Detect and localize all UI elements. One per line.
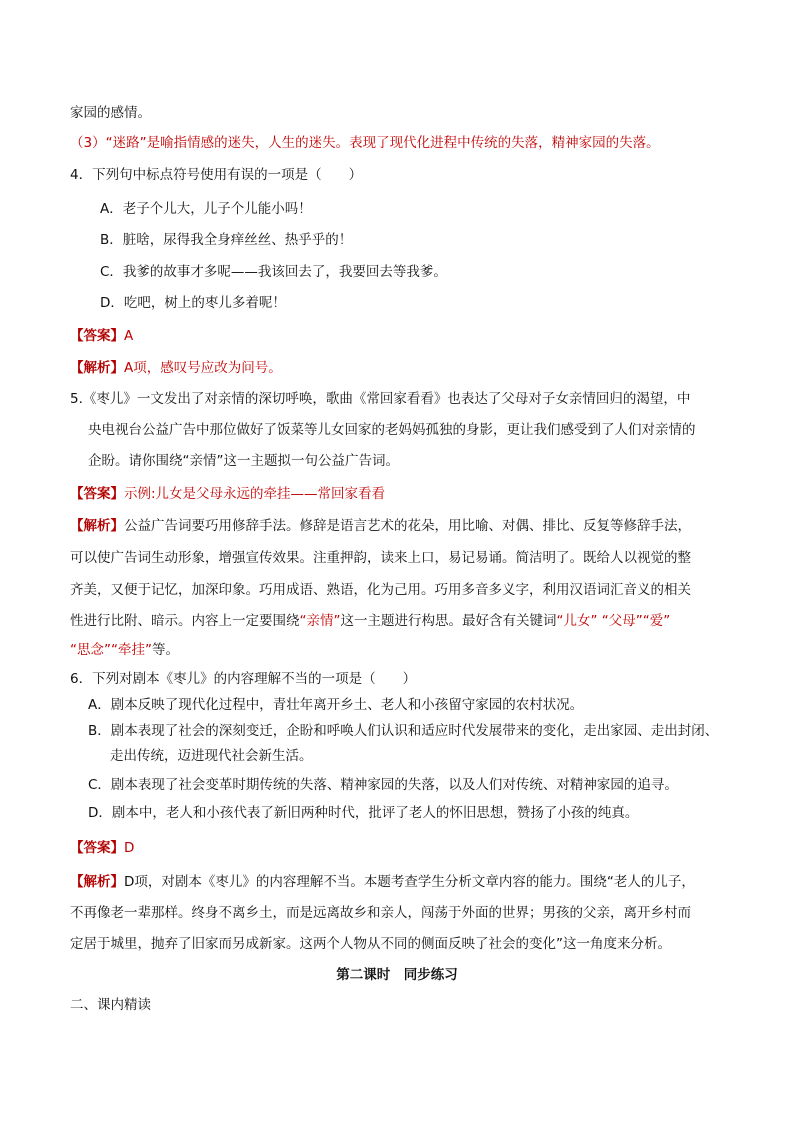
question-6-stem: 6．下列对剧本《枣儿》的内容理解不当的一项是（ ） xyxy=(70,671,417,687)
answer-tag: 【答案】 xyxy=(70,840,124,856)
question-5-analysis-line-5 xyxy=(70,641,179,659)
question-6-analysis-line-1 xyxy=(70,873,695,891)
keyword: “牵挂” xyxy=(111,642,152,658)
answer-note-3: （3）“迷路”是喻指情感的迷失，人生的迷失。表现了现代化进程中传统的失落，精神家园的失落。 xyxy=(70,135,660,151)
keyword: “儿女” xyxy=(556,613,598,629)
keyword: “思念” xyxy=(70,642,111,658)
question-4-analysis xyxy=(70,359,282,377)
question-4-option-d: D．吃吧，树上的枣儿多着呢！ xyxy=(100,295,286,311)
analysis-text: A项，感叹号应改为问号。 xyxy=(124,360,282,376)
answer-value: A xyxy=(124,328,134,344)
question-5-answer xyxy=(70,485,385,503)
analysis-text: D项，对剧本《枣儿》的内容理解不当。本题考查学生分析文章内容的能力。围绕“老人的儿子， xyxy=(124,874,695,890)
section-subtitle: 二、课内精读 xyxy=(70,997,151,1013)
question-4-stem: 4．下列句中标点符号使用有误的一项是（ ） xyxy=(70,167,363,183)
question-4-answer xyxy=(70,327,133,345)
keyword: “爱” xyxy=(642,613,671,629)
question-4-option-b: B．脏啥，尿得我全身痒丝丝、热乎乎的！ xyxy=(100,232,353,248)
question-5-stem-line-1: 5.《枣儿》一文发出了对亲情的深切呼唤，歌曲《常回家看看》也表达了父母对子女亲情回归的渴望，中 xyxy=(70,391,691,407)
analysis-text: 性进行比附、暗示。内容上一定要围绕 xyxy=(70,613,300,629)
question-6-answer xyxy=(70,839,134,857)
answer-tag: 【答案】 xyxy=(70,328,124,344)
question-6-option-b: B．剧本表现了社会的深刻变迁，企盼和呼唤人们认识和适应时代发展带来的变化，走出家园、走出封闭、 xyxy=(88,723,719,739)
keyword: “父母” xyxy=(601,613,643,629)
analysis-text: 公益广告词要巧用修辞手法。修辞是语言艺术的花朵，用比喻、对偶、排比、反复等修辞手法， xyxy=(124,518,691,534)
analysis-text: 等。 xyxy=(152,642,179,658)
question-5-analysis-line-4 xyxy=(70,612,670,630)
text-line: 家园的感情。 xyxy=(70,105,151,121)
question-5-analysis-line-3: 齐美，又便于记忆，加深印象。巧用成语、熟语，化为己用。巧用多音多义字，利用汉语词汇音义的相关 xyxy=(70,582,691,598)
question-6-option-c: C．剧本表现了社会变革时期传统的失落、精神家园的失落，以及人们对传统、对精神家园的追寻。 xyxy=(88,777,678,793)
question-6-analysis-line-2: 不再像老一辈那样。终身不离乡土，而是远离故乡和亲人，闯荡于外面的世界；男孩的父亲，离开乡村而 xyxy=(70,905,691,921)
section-title: 第二课时 同步练习 xyxy=(336,967,458,983)
answer-value: D xyxy=(124,840,135,856)
question-6-option-d: D．剧本中，老人和小孩代表了新旧两种时代，批评了老人的怀旧思想，赞扬了小孩的纯真。 xyxy=(88,805,639,821)
answer-tag: 【答案】 xyxy=(70,486,124,502)
question-5-stem-line-3: 企盼。请你围绕“亲情”这一主题拟一句公益广告词。 xyxy=(88,453,399,469)
analysis-text: 这一主题进行构思。最好含有关键词 xyxy=(340,613,557,629)
analysis-tag: 【解析】 xyxy=(70,518,124,534)
question-4-option-c: C．我爹的故事才多呢——我该回去了，我要回去等我爹。 xyxy=(100,264,447,280)
question-6-analysis-line-3: 定居于城里，抛弃了旧家而另成新家。这两个人物从不同的侧面反映了社会的变化”这一角度来分析。 xyxy=(70,936,671,952)
answer-value: 示例:儿女是父母永远的牵挂——常回家看看 xyxy=(124,486,386,502)
question-5-stem-line-2: 央电视台公益广告中那位做好了饭菜等儿女回家的老妈妈孤独的身影，更让我们感受到了人们对亲情的 xyxy=(88,422,696,438)
question-5-analysis-line-2: 可以使广告词生动形象，增强宣传效果。注重押韵，读来上口，易记易诵。简洁明了。既给人以视觉的整 xyxy=(70,550,691,566)
question-6-option-b-cont: 走出传统，迈进现代社会新生活。 xyxy=(110,748,313,764)
question-4-option-a: A．老子个儿大，儿子个儿能小吗！ xyxy=(100,201,312,217)
keyword: “亲情” xyxy=(299,613,341,629)
question-5-analysis-line-1 xyxy=(70,517,691,535)
analysis-tag: 【解析】 xyxy=(70,360,124,376)
analysis-tag: 【解析】 xyxy=(70,874,124,890)
question-6-option-a: A．剧本反映了现代化过程中，青壮年离开乡土、老人和小孩留守家园的农村状况。 xyxy=(88,697,584,713)
